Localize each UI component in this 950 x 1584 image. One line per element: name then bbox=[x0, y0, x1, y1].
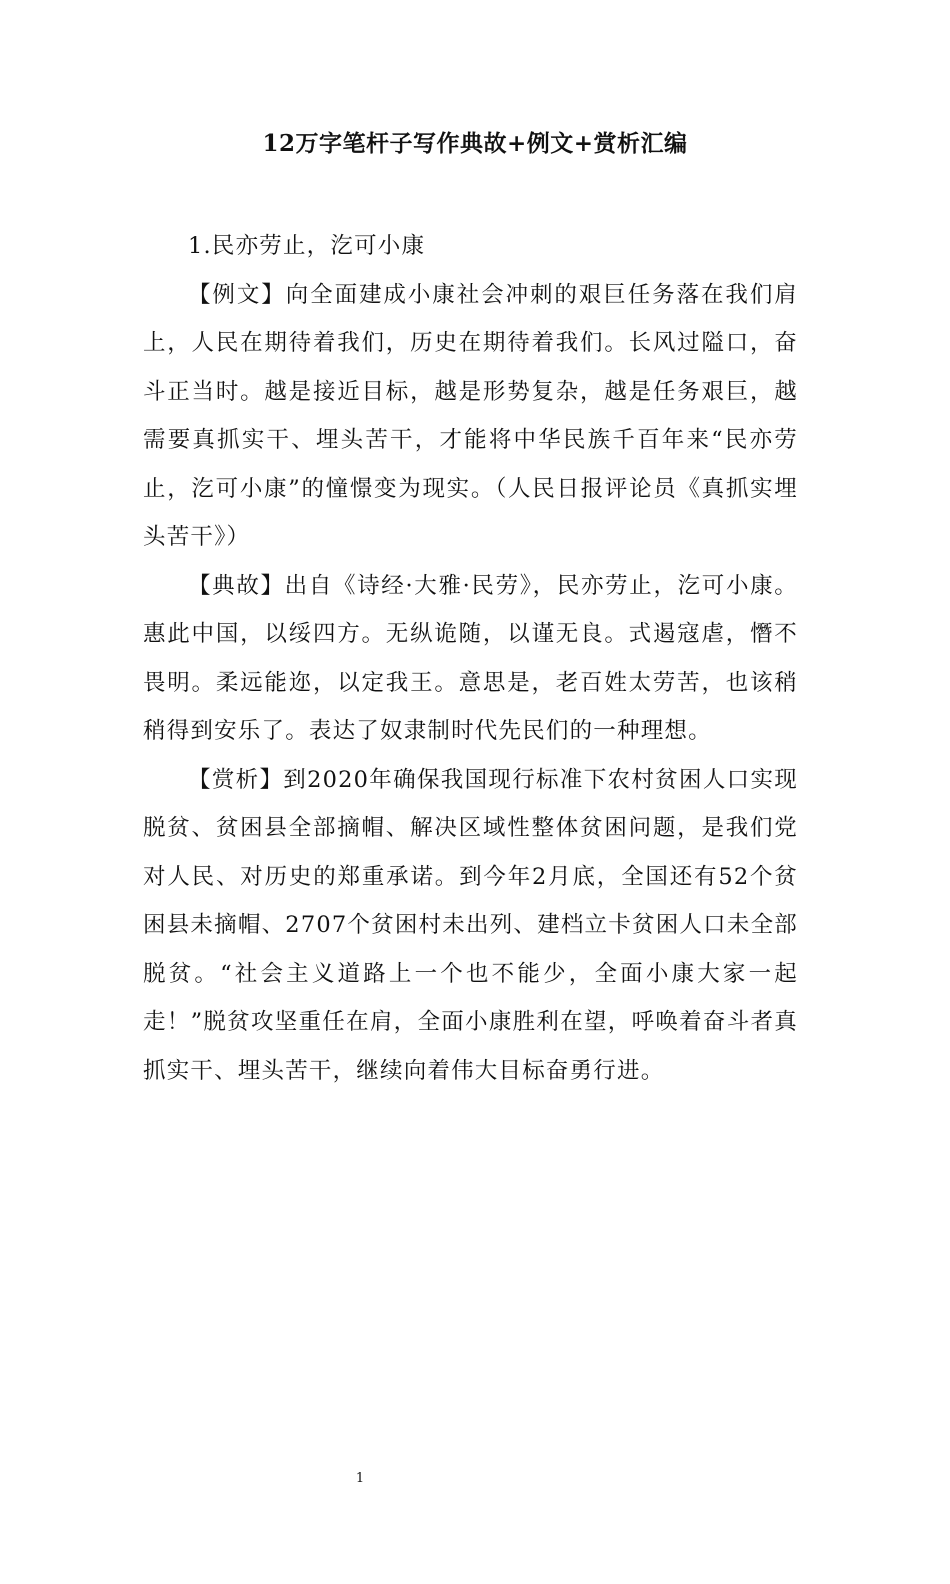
paragraph-example: 【例文】向全面建成小康社会冲刺的艰巨任务落在我们肩上，人民在期待着我们，历史在期待着我们。长风过隘口，奋斗正当时。越是接近目标，越是形势复杂，越是任务艰巨，越需要真抓实干、埋头苦干，才能将中华民族千百年来“民亦劳止，汔可小康”的憧憬变为现实。（人民日报评论员《真抓实埋头苦干》） bbox=[143, 281, 798, 550]
document-title: 12万字笔杆子写作典故+例文+赏析汇编 bbox=[262, 130, 688, 157]
paragraph-allusion: 【典故】出自《诗经·大雅·民劳》，民亦劳止，汔可小康。惠此中国，以绥四方。无纵诡随，以谨无良。式遏寇虐，憯不畏明。柔远能迩，以定我王。意思是，老百姓太劳苦，也该稍稍得到安乐了。表达了奴隶制时代先民们的一种理想。 bbox=[143, 572, 798, 744]
section-heading: 1.民亦劳止，汔可小康 bbox=[188, 233, 426, 259]
document-body bbox=[143, 222, 798, 1095]
page-number: 1 bbox=[355, 1471, 365, 1486]
paragraph-appreciation: 【赏析】到2020年确保我国现行标准下农村贫困人口实现脱贫、贫困县全部摘帽、解决区域性整体贫困问题，是我们党对人民、对历史的郑重承诺。到今年2月底，全国还有52个贫困县未摘帽、2707个贫困村未出列、建档立卡贫困人口未全部脱贫。“社会主义道路上一个也不能少，全面小康大家一起走！”脱贫攻坚重任在肩，全面小康胜利在望，呼唤着奋斗者真抓实干、埋头苦干，继续向着伟大目标奋勇行进。 bbox=[143, 766, 798, 1084]
